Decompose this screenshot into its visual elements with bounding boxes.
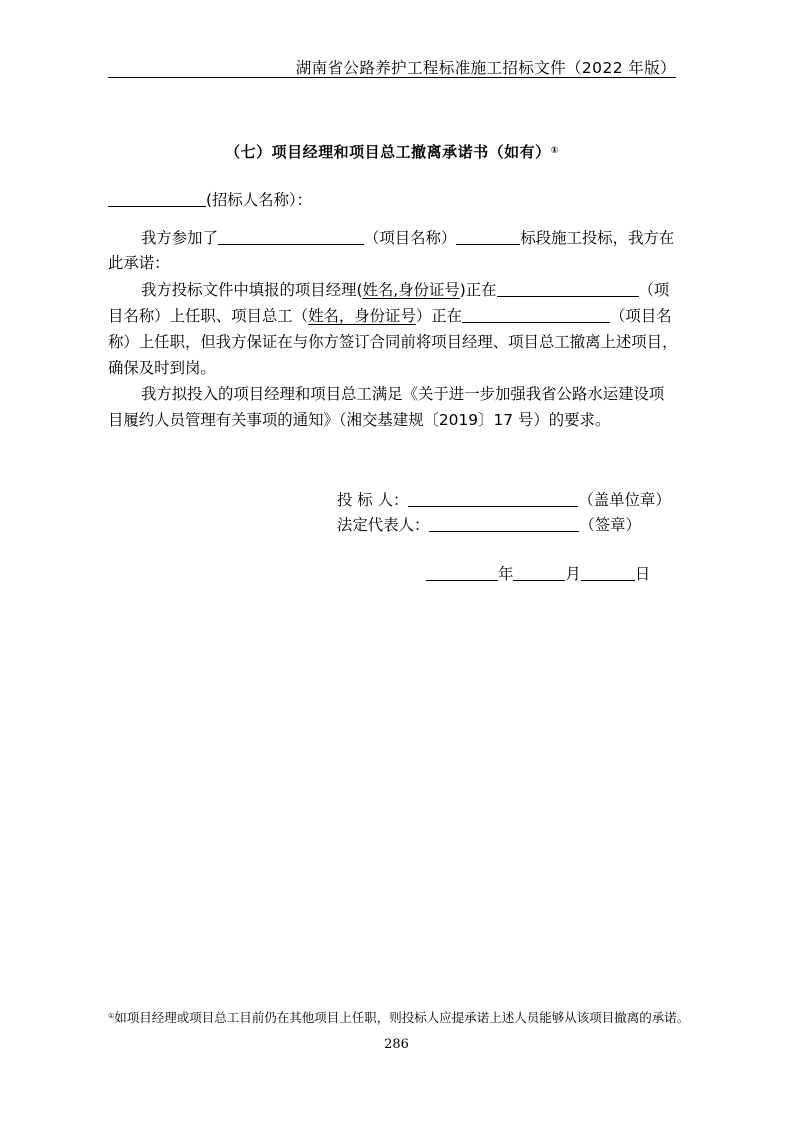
footnote-text: 如项目经理或项目总工目前仍在其他项目上任职，则投标人应提承诺上述人员能够从该项目撤离的承诺。 bbox=[114, 1010, 690, 1025]
lot-blank[interactable] bbox=[456, 228, 520, 245]
year-blank[interactable] bbox=[426, 564, 498, 581]
paragraph-2-line-3 bbox=[108, 332, 677, 352]
header-rule bbox=[108, 77, 676, 78]
p1-text-d: 此承诺： bbox=[108, 254, 170, 272]
page-title bbox=[108, 141, 676, 162]
bidder-label: 投 标 人： bbox=[337, 491, 409, 509]
p2-text-a3: （项 bbox=[638, 281, 670, 299]
paragraph-3-line-1 bbox=[141, 384, 664, 404]
footnote bbox=[108, 1008, 689, 1026]
date-line bbox=[426, 564, 650, 584]
year-label: 年 bbox=[498, 565, 514, 583]
legal-rep-label: 法定代表人： bbox=[337, 516, 430, 534]
title-footnote-mark: ① bbox=[550, 146, 559, 156]
page-number-text: 286 bbox=[384, 1037, 409, 1052]
p1-text-c: 标段施工投标，我方在 bbox=[520, 229, 675, 247]
bidder-signature-line bbox=[337, 490, 671, 510]
paragraph-2-line-2 bbox=[108, 306, 672, 326]
salutation-line bbox=[108, 190, 312, 210]
pm-project-blank[interactable] bbox=[497, 280, 639, 297]
p2-text-b3: （项目名 bbox=[610, 307, 672, 325]
legal-rep-sign-note: （签章） bbox=[579, 516, 641, 534]
paragraph-1-line-2 bbox=[108, 253, 170, 273]
p2-text-b2: ）正在 bbox=[415, 307, 463, 325]
p2-text-a: 我方投标文件中填报的项目经理( bbox=[141, 281, 363, 299]
p1-text-a: 我方参加了 bbox=[141, 229, 218, 247]
p2-text-d: 确保及时到岗。 bbox=[108, 359, 216, 377]
tenderer-name-blank[interactable] bbox=[108, 190, 206, 207]
p3-text-b: 目履约人员管理有关事项的通知》（湘交基建规〔2019〕17 号）的要求。 bbox=[108, 411, 611, 429]
paragraph-1-line-1 bbox=[141, 228, 674, 248]
paragraph-3-line-2 bbox=[108, 410, 610, 430]
page-number bbox=[0, 1037, 793, 1052]
day-label: 日 bbox=[634, 565, 651, 583]
header-title: 湖南省公路养护工程标准施工招标文件（2022 年版） bbox=[295, 59, 676, 77]
paragraph-2-line-4 bbox=[108, 358, 216, 378]
document-header bbox=[108, 56, 676, 76]
p3-text-a: 我方拟投入的项目经理和项目总工满足《关于进一步加强我省公路水运建设项 bbox=[141, 385, 665, 403]
pm-name-id-underlined: 姓名,身份证号 bbox=[362, 281, 460, 299]
chief-engineer-name-id-underlined: 姓名，身份证号 bbox=[308, 307, 416, 325]
ce-project-blank[interactable] bbox=[462, 306, 610, 323]
footnote-mark: ① bbox=[108, 1012, 115, 1020]
day-blank[interactable] bbox=[581, 564, 635, 581]
bidder-seal-note: （盖单位章） bbox=[578, 491, 671, 509]
month-blank[interactable] bbox=[513, 564, 565, 581]
p2-text-a2: )正在 bbox=[459, 281, 497, 299]
bidder-seal-blank[interactable] bbox=[408, 490, 578, 507]
legal-rep-sign-blank[interactable] bbox=[429, 515, 579, 532]
paragraph-2-line-1 bbox=[141, 280, 669, 300]
month-label: 月 bbox=[565, 565, 581, 583]
salutation-suffix: (招标人名称）： bbox=[206, 191, 313, 209]
legal-rep-signature-line bbox=[337, 515, 641, 535]
p1-text-b: （项目名称） bbox=[363, 229, 457, 247]
title-text: （七）项目经理和项目总工撤离承诺书（如有） bbox=[225, 143, 551, 161]
p2-text-c: 称）上任职，但我方保证在与你方签订合同前将项目经理、项目总工撤离上述项目， bbox=[108, 333, 678, 351]
p2-text-b: 目名称）上任职、项目总工（ bbox=[108, 307, 309, 325]
project-name-blank[interactable] bbox=[218, 228, 364, 245]
